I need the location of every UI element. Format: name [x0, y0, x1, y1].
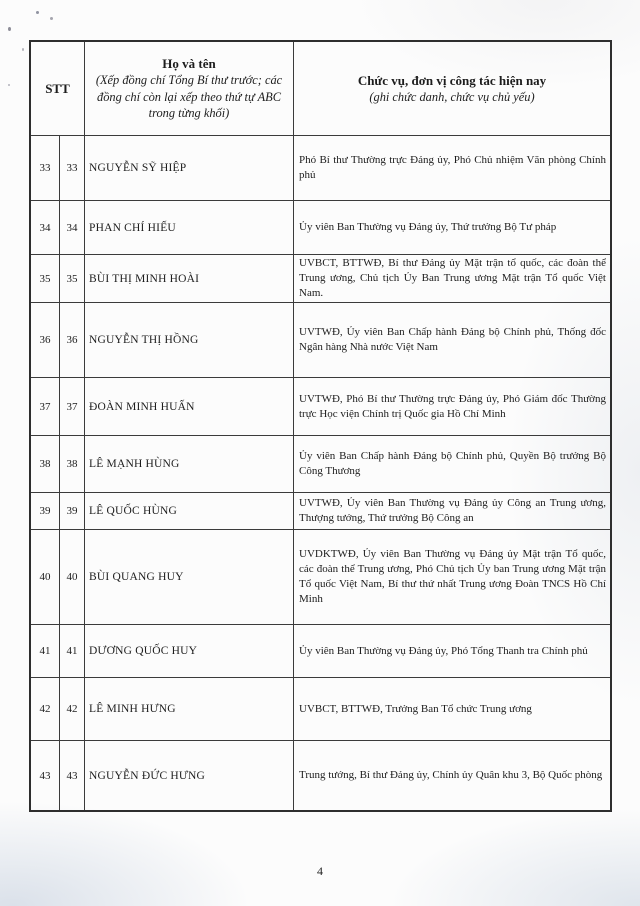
table-row	[31, 492, 610, 529]
name-cell: NGUYỄN SỸ HIỆP	[84, 136, 293, 200]
position-text: Ủy viên Ban Thường vụ Đảng ủy, Phó Tổng Thanh tra Chính phủ	[299, 644, 588, 657]
stt-cell-2: 35	[59, 255, 84, 302]
header-position-title: Chức vụ, đơn vị công tác hiện nay	[357, 72, 547, 88]
table-row	[31, 135, 610, 200]
name-cell: LÊ QUỐC HÙNG	[84, 493, 293, 529]
stt-cell: 33	[39, 162, 51, 174]
stt-cell-2: 37	[59, 378, 84, 435]
position-cell	[293, 255, 610, 302]
table-row	[31, 200, 610, 254]
scan-speck	[8, 84, 10, 86]
stt-cell-2: 42	[59, 678, 84, 740]
table-row	[31, 435, 610, 492]
stt-cell-2: 39	[59, 493, 84, 529]
position-text: UVTWĐ, Phó Bí thư Thường trực Đảng ủy, Phó Giám đốc Thường trực Học viện Chính trị Quốc gia Hồ Chí Minh	[299, 392, 606, 420]
stt-cell-2: 36	[59, 303, 84, 377]
position-text: UVBCT, BTTWĐ, Trưởng Ban Tổ chức Trung ương	[299, 702, 532, 715]
name-cell: LÊ MINH HƯNG	[84, 678, 293, 740]
position-text: UVDKTWĐ, Ủy viên Ban Thường vụ Đảng ủy Mặt trận Tổ quốc, các đoàn thể Trung ương, Phó Chủ tịch Ủy ban Trung ương Mặt trận Tổ quốc Việt Nam, Bí thư thứ nhất Trung ương Đoàn TNCS Hồ Chí Minh	[299, 548, 606, 605]
stt-cell: 42	[39, 703, 51, 715]
header-stt: STT	[45, 80, 70, 96]
position-cell	[293, 741, 610, 810]
table-row	[31, 254, 610, 302]
stt-cell-2: 34	[59, 201, 84, 254]
stt-cell: 39	[39, 505, 51, 517]
name-cell: LÊ MẠNH HÙNG	[84, 436, 293, 492]
position-cell	[293, 136, 610, 200]
officials-table	[29, 40, 612, 812]
position-text: Phó Bí thư Thường trực Đảng ủy, Phó Chủ nhiệm Văn phòng Chính phủ	[299, 154, 606, 181]
name-cell: BÙI THỊ MINH HOÀI	[84, 255, 293, 302]
page-number: 4	[317, 864, 323, 878]
stt-cell-2: 40	[59, 530, 84, 624]
name-cell: ĐOÀN MINH HUẤN	[84, 378, 293, 435]
position-text: Ủy viên Ban Thường vụ Đảng ủy, Thứ trưởng Bộ Tư pháp	[299, 221, 557, 233]
position-text: Ủy viên Ban Chấp hành Đảng bộ Chính phủ, Quyền Bộ trưởng Bộ Công Thương	[299, 450, 606, 477]
stt-cell-2: 38	[59, 436, 84, 492]
position-text: UVTWĐ, Ủy viên Ban Chấp hành Đảng bộ Chính phủ, Thống đốc Ngân hàng Nhà nước Việt Nam	[299, 326, 606, 353]
scan-speck	[50, 17, 53, 20]
position-cell	[293, 530, 610, 624]
name-cell: DƯƠNG QUỐC HUY	[84, 625, 293, 677]
stt-cell: 34	[39, 221, 51, 234]
header-position	[293, 42, 610, 135]
table-row	[31, 302, 610, 377]
stt-cell: 43	[39, 769, 51, 782]
stt-cell-2: 33	[59, 136, 84, 200]
scan-speck	[36, 11, 39, 14]
stt-cell: 37	[39, 400, 51, 413]
position-cell	[293, 625, 610, 677]
scan-speck	[22, 48, 24, 51]
table-row	[31, 740, 610, 810]
table-row	[31, 377, 610, 435]
position-cell	[293, 303, 610, 377]
name-cell: NGUYỄN THỊ HỒNG	[84, 303, 293, 377]
stt-cell: 40	[39, 571, 51, 583]
position-cell	[293, 378, 610, 435]
name-cell: BÙI QUANG HUY	[84, 530, 293, 624]
position-text: UVTWĐ, Ủy viên Ban Thường vụ Đảng ủy Công an Trung ương, Thượng tướng, Thứ trưởng Bộ Công an	[299, 497, 606, 524]
stt-cell: 36	[39, 334, 51, 346]
position-cell	[293, 678, 610, 740]
table-header-row	[31, 42, 610, 135]
header-position-note: (ghi chức danh, chức vụ chủ yếu)	[369, 89, 535, 104]
name-cell: PHAN CHÍ HIẾU	[84, 201, 293, 254]
stt-cell-2: 43	[59, 741, 84, 810]
table-row	[31, 529, 610, 624]
position-text: UVBCT, BTTWĐ, Bí thư Đảng ủy Mặt trận tổ quốc, các đoàn thể Trung ương, Chủ tịch Ủy Ban Trung ương Mặt trận Tổ quốc Việt Nam.	[299, 257, 606, 299]
header-name-title: Họ và tên	[162, 56, 216, 72]
name-cell: NGUYỄN ĐỨC HƯNG	[84, 741, 293, 810]
position-text: Trung tướng, Bí thư Đảng ủy, Chính ủy Quân khu 3, Bộ Quốc phòng	[299, 769, 603, 781]
table-row	[31, 624, 610, 677]
position-cell	[293, 493, 610, 529]
table-row	[31, 677, 610, 740]
stt-cell: 35	[39, 272, 51, 285]
stt-cell: 41	[39, 645, 51, 657]
position-cell	[293, 201, 610, 254]
stt-cell-2: 41	[59, 625, 84, 677]
position-cell	[293, 436, 610, 492]
header-name	[84, 42, 293, 135]
header-name-note: (Xếp đồng chí Tổng Bí thư trước; các đồng chí còn lại xếp theo thứ tự ABC trong từng khối)	[95, 73, 283, 121]
scan-speck	[8, 27, 11, 31]
stt-cell: 38	[39, 458, 51, 470]
